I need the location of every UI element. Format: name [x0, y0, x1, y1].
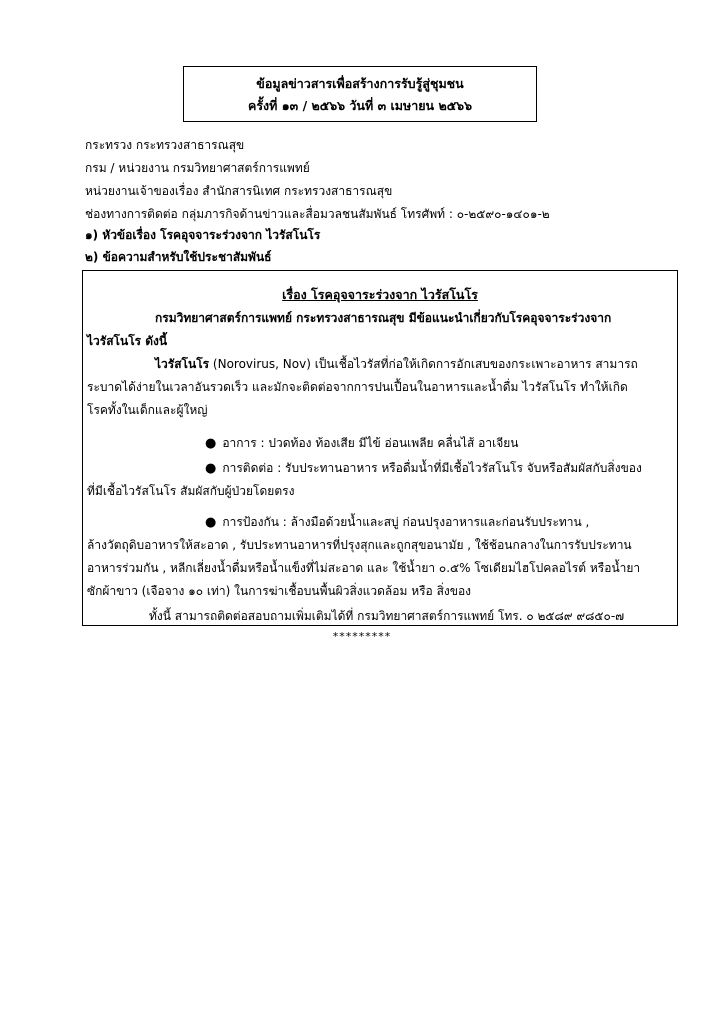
header-title: ข้อมูลข่าวสารเพื่อสร้างการรับรู้สู่ชุมชน — [256, 76, 464, 91]
prevention-line-4: ซักผ้าขาว (เจือจาง ๑๐ เท่า) ในการฆ่าเชื้อบนพื้นผิวสิ่งแวดล้อม หรือ สิ่งของ — [87, 584, 472, 598]
topic-line: ๑) หัวข้อเรื่อง โรคอุจจาระร่วงจาก ไวรัสโนโร — [85, 228, 321, 242]
transmission-text: การติดต่อ : รับประทานอาหาร หรือดื่มน้ำที่มีเชื้อไวรัสโนโร จับหรือสัมผัสกับสิ่งของ — [222, 461, 642, 475]
definition-line-3: โรคทั้งในเด็กและผู้ใหญ่ — [87, 403, 208, 417]
content-title: เรื่อง โรคอุจจาระร่วงจาก ไวรัสโนโร — [282, 287, 478, 302]
prevention-text: การป้องกัน : ล้างมือด้วยน้ำและสบู่ ก่อนปรุงอาหารและก่อนรับประทาน , — [222, 515, 590, 529]
definition-term: ไวรัสโนโร — [155, 357, 210, 371]
prevention-line-2: ล้างวัตถุดิบอาหารให้สะอาด , รับประทานอาหารที่ปรุงสุกและถูกสุขอนามัย , ใช้ช้อนกลางในการรับประทาน — [87, 538, 632, 552]
transmission-item — [205, 459, 642, 478]
prevention-item — [205, 513, 589, 532]
definition-text: (Norovirus, Nov) เป็นเชื้อไวรัสที่ก่อให้เกิดการอักเสบของกระเพาะอาหาร สามารถ — [209, 357, 638, 371]
bullet-icon: ● — [205, 515, 217, 530]
symptoms-item — [205, 434, 518, 453]
pr-heading: ๒) ข้อความสำหรับใช้ประชาสัมพันธ์ — [85, 250, 272, 264]
symptoms-text: อาการ : ปวดท้อง ท้องเสีย มีไข้ อ่อนเพลีย คลื่นไส้ อาเจียน — [222, 436, 519, 450]
bullet-icon: ● — [205, 436, 217, 451]
owner-unit-line: หน่วยงานเจ้าของเรื่อง สำนักสารนิเทศ กระทรวงสาธารณสุข — [85, 184, 393, 198]
transmission-line-2: ที่มีเชื้อไวรัสโนโร สัมผัสกับผู้ป่วยโดยตรง — [87, 484, 295, 498]
department-line: กรม / หน่วยงาน กรมวิทยาศาสตร์การแพทย์ — [85, 161, 310, 175]
document-header-box — [183, 66, 537, 122]
intro-line-1: กรมวิทยาศาสตร์การแพทย์ กระทรวงสาธารณสุข มีข้อแนะนำเกี่ยวกับโรคอุจจาระร่วงจาก — [155, 311, 612, 325]
end-marker: ********* — [332, 630, 392, 643]
bullet-icon: ● — [205, 461, 217, 476]
pr-content-box — [82, 270, 678, 626]
definition-line-1 — [155, 355, 638, 374]
ministry-line: กระทรวง กระทรวงสาธารณสุข — [85, 138, 245, 152]
intro-line-2: ไวรัสโนโร ดังนี้ — [87, 334, 168, 348]
header-issue-date: ครั้งที่ ๑๓ / ๒๕๖๖ วันที่ ๓ เมษายน ๒๕๖๖ — [247, 98, 473, 113]
prevention-line-3: อาหารร่วมกัน , หลีกเลี่ยงน้ำดื่มหรือน้ำแข็งที่ไม่สะอาด และ ใช้น้ำยา ๐.๕% โซเดียมไฮโปคลอไรต์ หรือน้ำยา — [87, 561, 641, 575]
contact-line: ช่องทางการติดต่อ กลุ่มภารกิจด้านข่าวและสื่อมวลชนสัมพันธ์ โทรศัพท์ : ๐-๒๕๙๐-๑๔๐๑-๒ — [85, 207, 550, 221]
closing-contact: ทั้งนี้ สามารถติดต่อสอบถามเพิ่มเติมได้ที่ กรมวิทยาศาสตร์การแพทย์ โทร. ๐ ๒๕๘๙ ๙๘๕๐-๗ — [149, 609, 625, 623]
definition-line-2: ระบาดได้ง่ายในเวลาอันรวดเร็ว และมักจะติดต่อจากการปนเปื้อนในอาหารและน้ำดื่ม ไวรัสโนโร ทำให้เกิด — [87, 380, 628, 394]
